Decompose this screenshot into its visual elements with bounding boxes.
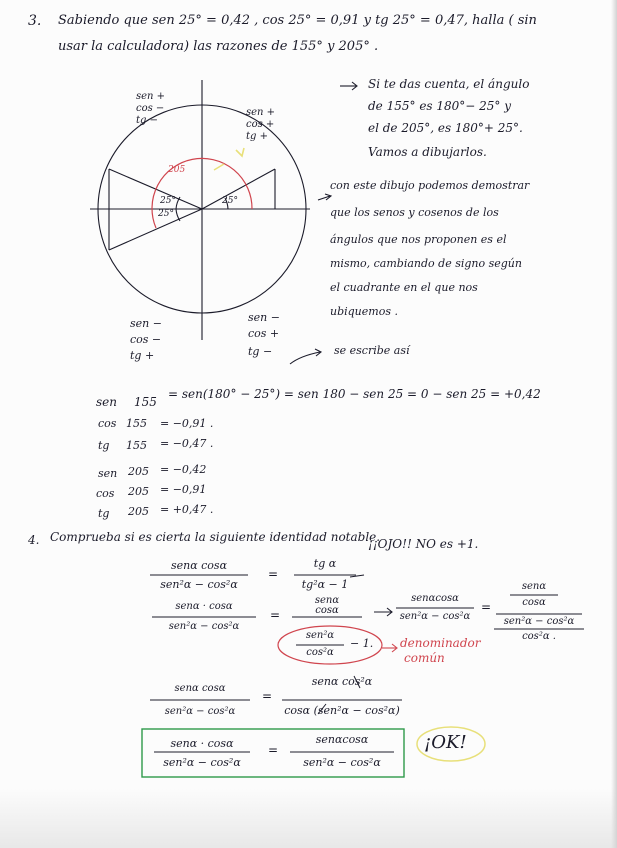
eq3-left-numerator: senα cosα — [174, 683, 226, 694]
problem-3-line1: Sabiendo que sen 25° = 0,42 , cos 25° = 0,91 y tg 25° = 0,47, halla ( sin — [58, 13, 537, 28]
problem-3-number: 3. — [28, 13, 42, 29]
result-rest: = −0,91 — [160, 483, 207, 496]
eq1-right-numerator: tg α — [313, 557, 337, 570]
ok-exclamation: ¡OK! — [424, 732, 467, 753]
eq4-left-denominator: sen²α − cos²α — [163, 756, 241, 769]
page-edge-shadow — [611, 0, 617, 848]
eq2-inner-numerator: sen²α — [305, 630, 335, 641]
q3-sen: sen − — [130, 317, 162, 330]
eq3-left-denominator: sen²α − cos²α — [164, 706, 236, 717]
q2-cos: cos − — [136, 103, 165, 114]
eq3-right-denominator: cosα (sen²α − cos²α) — [284, 704, 400, 717]
result-ang: 155 — [126, 439, 147, 452]
result-rest: = −0,42 — [160, 463, 207, 476]
note1-line4: Vamos a dibujarlos. — [368, 145, 487, 159]
eq3-right-numerator: senα cos²α — [311, 675, 373, 688]
eq2-inner-denominator: cos²α — [306, 647, 334, 658]
label-25-right: 25° — [222, 196, 238, 206]
eq1-left-numerator: senα cosα — [170, 559, 228, 572]
note2-line4: mismo, cambiando de signo según — [330, 257, 522, 270]
label-25-left-bottom: 25° — [158, 209, 174, 219]
eq2-right1-numerator: senαcosα — [411, 593, 459, 604]
note1-line1: Si te das cuenta, el ángulo — [368, 77, 530, 91]
note1-line3: el de 205°, es 180°+ 25°. — [368, 121, 523, 135]
problem-4-title: Comprueba si es cierta la siguiente identidad notable. — [50, 530, 381, 544]
eq2-right2-num-num: senα — [521, 581, 547, 592]
denominador-label: denominador — [400, 636, 481, 650]
eq4-left-numerator: senα · cosα — [170, 737, 234, 750]
result-rest: = +0,47 . — [160, 503, 214, 516]
q2-tg: tg − — [136, 115, 158, 126]
eq4-right-numerator: senαcosα — [315, 733, 369, 746]
eq2-right1-denominator: sen²α − cos²α — [399, 611, 471, 622]
comun-label: común — [404, 651, 445, 665]
result-fn: sen — [98, 467, 118, 480]
q4-sen: sen − — [248, 311, 280, 324]
note2-line1: con este dibujo podemos demostrar — [330, 179, 530, 192]
eq2-middle-numerator: senα — [314, 595, 340, 606]
result-rest: = sen(180° − 25°) = sen 180 − sen 25 = 0 − sen 25 = +0,42 — [168, 387, 541, 401]
eq1-comment: ¡¡OJO!! NO es +1. — [368, 537, 479, 551]
eq4-right-denominator: sen²α − cos²α — [303, 756, 381, 769]
problem-4-number: 4. — [28, 533, 40, 547]
q2-sen: sen + — [136, 91, 166, 102]
page-bottom-shadow — [0, 788, 617, 848]
result-ang: 205 — [128, 465, 149, 478]
eq2-left-numerator: senα · cosα — [175, 601, 233, 612]
eq1-equals: = — [268, 567, 279, 581]
q3-cos: cos − — [130, 333, 162, 346]
result-ang: 155 — [134, 395, 157, 409]
label-25-left-top: 25° — [160, 196, 176, 206]
arrow-se-escribe — [290, 352, 320, 364]
label-205: 205 — [168, 165, 186, 175]
q1-cos: cos + — [246, 119, 275, 130]
result-fn: cos — [96, 487, 115, 500]
q3-tg: tg + — [130, 349, 155, 362]
eq1-right-denominator: tg²α − 1 — [301, 578, 349, 591]
ray-205 — [109, 209, 202, 250]
note2-line5: el cuadrante en el que nos — [330, 281, 478, 294]
eq3-equals: = — [262, 689, 273, 703]
eq2-right2-den-num: sen²α − cos²α — [503, 616, 575, 627]
q4-cos: cos + — [248, 327, 280, 340]
eq2-equals: = — [270, 608, 281, 622]
eq2-middle-denominator: cosα — [315, 605, 339, 616]
result-ang: 205 — [128, 505, 149, 518]
note1-line2: de 155° es 180°− 25° y — [368, 99, 512, 113]
q1-sen: sen + — [246, 107, 276, 118]
eq2-equals-2: = — [481, 600, 492, 614]
note2-line2: que los senos y cosenos de los — [330, 206, 499, 219]
result-fn: tg — [98, 439, 110, 452]
result-fn: sen — [96, 395, 117, 409]
note2-line6: ubiquemos . — [330, 305, 398, 318]
se-escribe-note: se escribe así — [334, 344, 410, 357]
eq2-right2-num-den: cosα — [522, 597, 546, 608]
eq4-equals: = — [268, 743, 279, 757]
note2-line3: ángulos que nos proponen es el — [330, 233, 507, 246]
q4-tg: tg − — [248, 345, 273, 358]
result-ang: 205 — [128, 485, 149, 498]
q1-tg: tg + — [246, 131, 268, 142]
eq1-left-denominator: sen²α − cos²α — [160, 578, 238, 591]
result-rest: = −0,91 . — [160, 417, 214, 430]
result-fn: tg — [98, 507, 110, 520]
result-rest: = −0,47 . — [160, 437, 214, 450]
unit-circle-diagram — [90, 80, 310, 340]
result-fn: cos — [98, 417, 117, 430]
eq2-left-denominator: sen²α − cos²α — [168, 621, 240, 632]
problem-3-line2: usar la calculadora) las razones de 155° y 205° . — [58, 39, 379, 54]
eq2-minus-one: − 1. — [350, 637, 374, 650]
eq2-right2-den-den: cos²α . — [522, 631, 556, 642]
result-ang: 155 — [126, 417, 147, 430]
